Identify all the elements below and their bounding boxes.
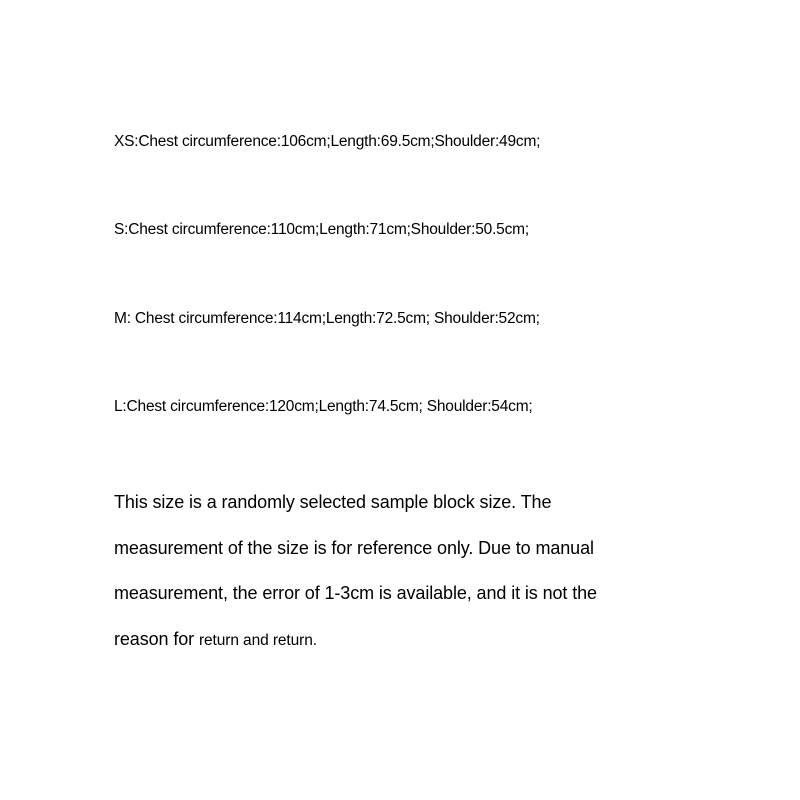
size-m-text: M: Chest circumference:114cm;Length:72.5cm; Shoulder:52cm;	[114, 310, 540, 327]
size-disclaimer	[114, 480, 714, 663]
size-xs-text: XS:Chest circumference:106cm;Length:69.5cm;Shoulder:49cm;	[114, 133, 541, 150]
disclaimer-line-4	[114, 617, 714, 664]
disclaimer-line-4-start: reason for	[114, 628, 199, 649]
disclaimer-line-2: measurement of the size is for reference only. Due to manual	[114, 537, 594, 558]
size-l-text: L:Chest circumference:120cm;Length:74.5cm; Shoulder:54cm;	[114, 398, 533, 415]
size-s-text: S:Chest circumference:110cm;Length:71cm;Shoulder:50.5cm;	[114, 221, 529, 238]
disclaimer-line-3: measurement, the error of 1-3cm is available, and it is not the	[114, 583, 597, 603]
disclaimer-line-1: This size is a randomly selected sample block size. The	[114, 492, 552, 512]
disclaimer-line-4-end: return and return.	[198, 631, 317, 649]
